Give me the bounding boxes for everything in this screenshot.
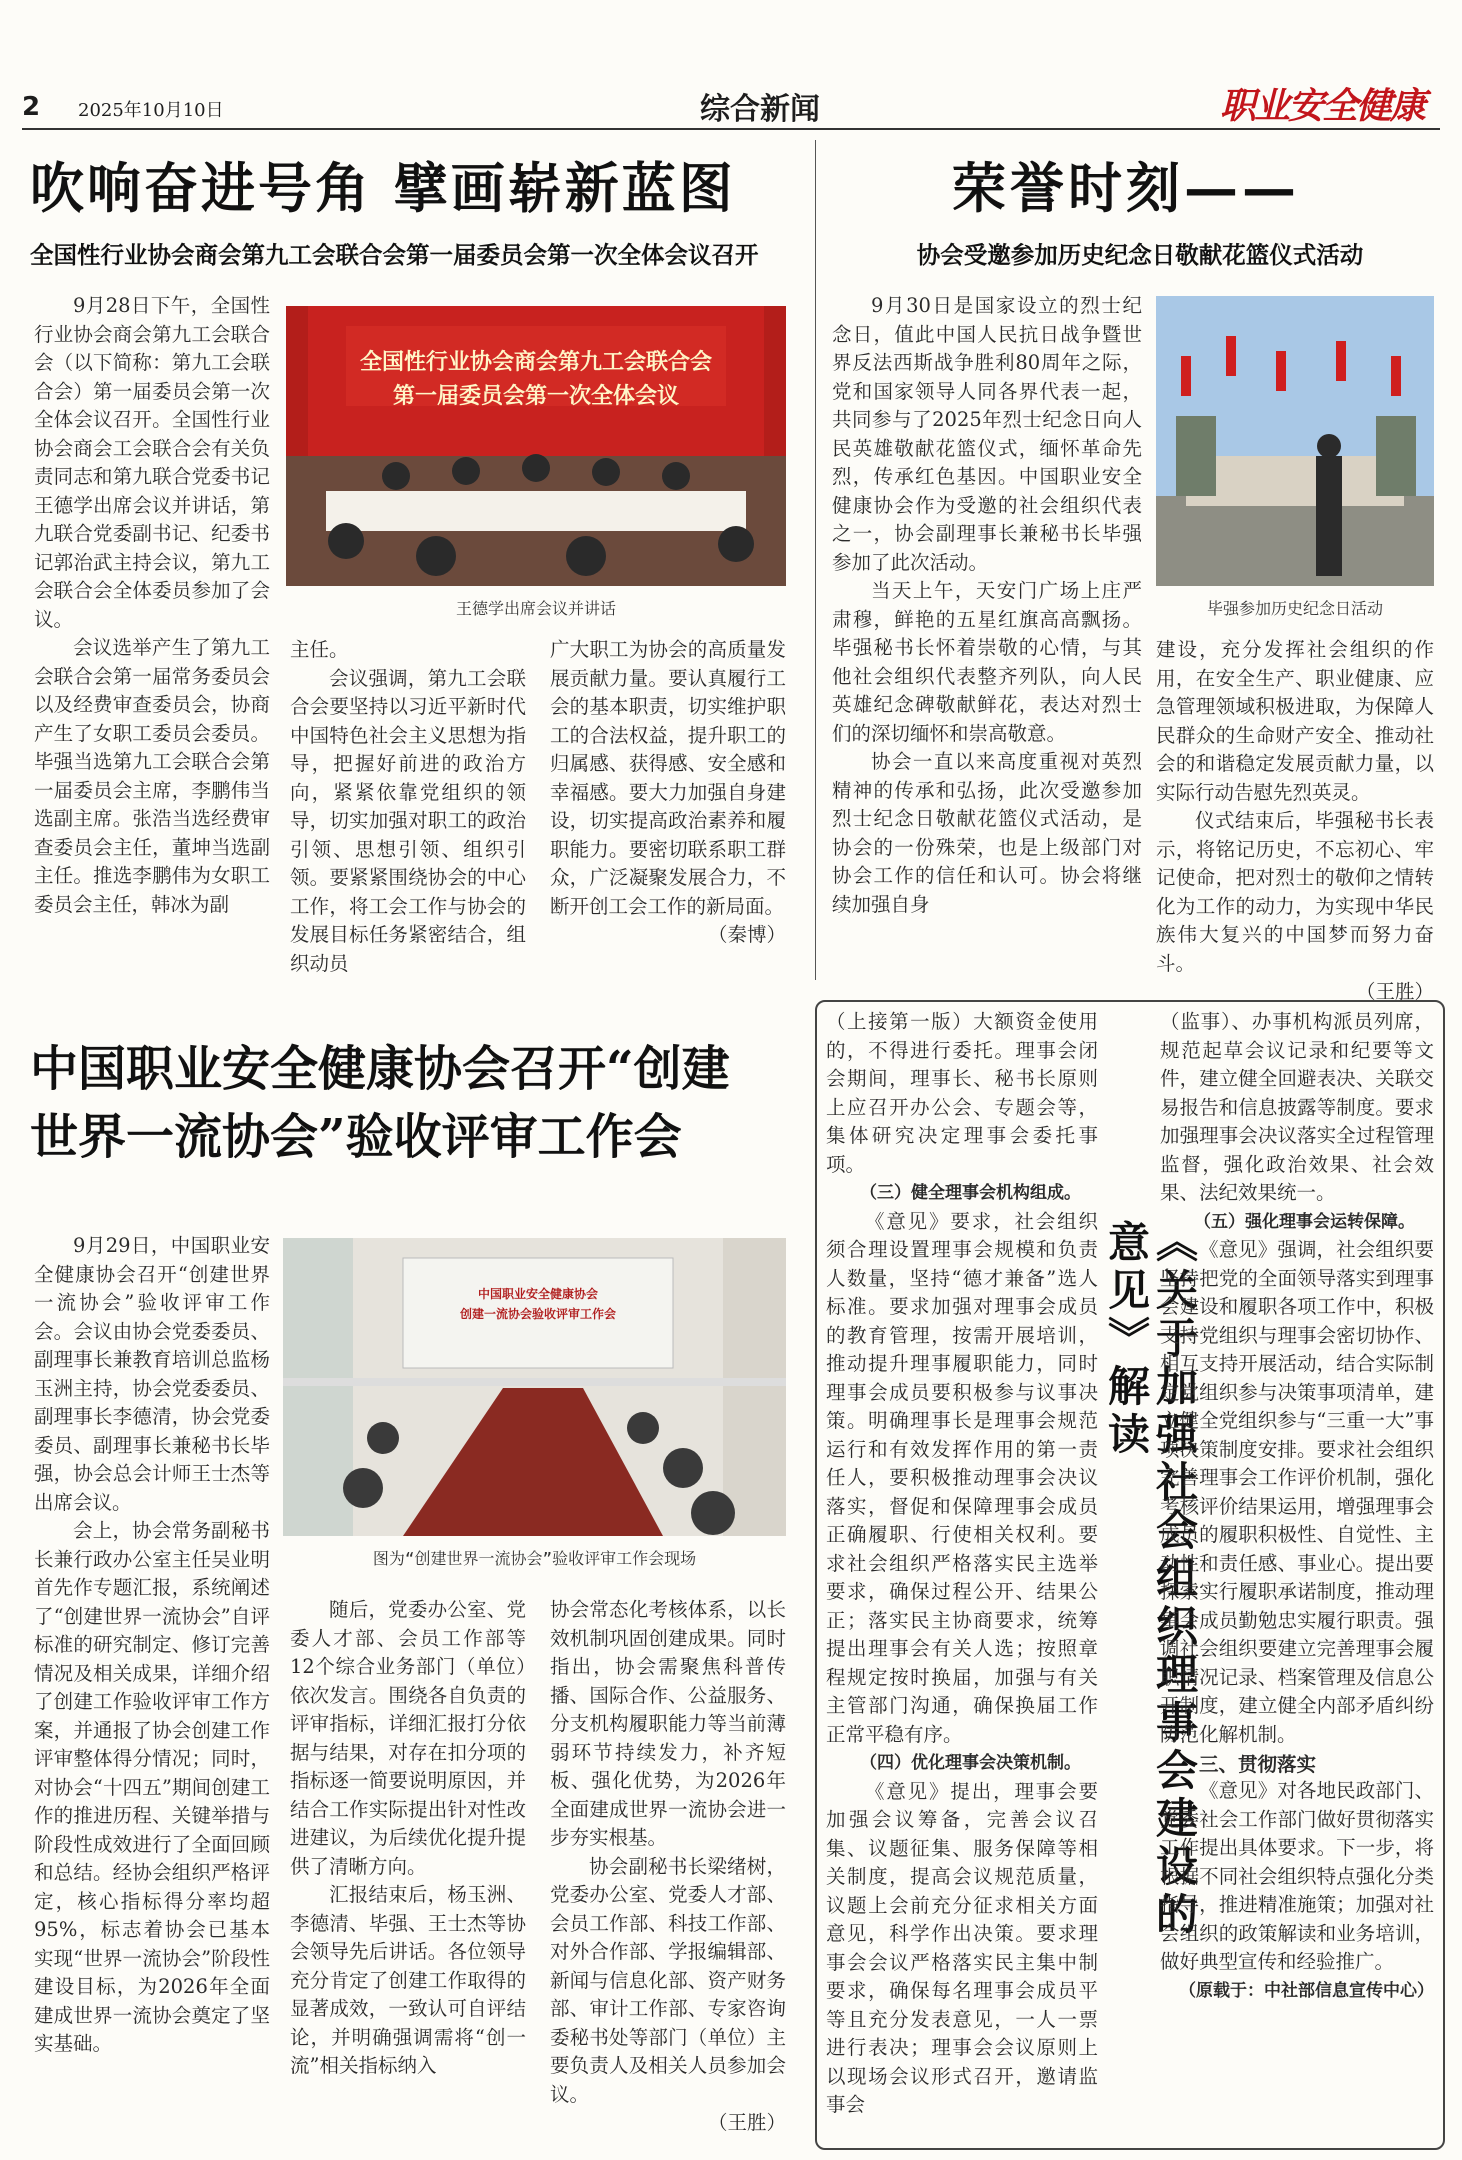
issue-date: 2025年10月10日 [78, 100, 224, 121]
article4-col1 [826, 1008, 1098, 2120]
article4-para4: （监事）、办事机构派员列席，规范起草会议记录和纪要等文件，建立健全回避表决、关联交易报告和信息披露等制度。要求加强理事会决议落实全过程管理监督，强化政治效果、社会效果、法纪效果统一。 [1160, 1010, 1434, 1204]
article4-source: （原载于：中社部信息宣传中心） [1179, 1980, 1434, 2001]
article2-para1: 9月30日是国家设立的烈士纪念日，值此中国人民抗日战争暨世界反法西斯战争胜利80周年之际，党和国家领导人同各界代表一起，共同参与了2025年烈士纪念日向人民英雄敬献花篮仪式，缅怀革命先烈，传承红色基因。中国职业安全健康协会作为受邀的社会组织代表之一，协会副理事长兼秘书长毕强参加了此次活动。 [832, 294, 1142, 574]
article1-para3: 主任。 [290, 638, 349, 661]
article2-col1 [832, 292, 1142, 919]
newspaper-logo: 职业安全健康 [1220, 85, 1425, 127]
article1-para5: 广大职工为协会的高质量发展贡献力量。要认真履行工会的基本职责，切实维护职工的合法权益，提升职工的归属感、获得感、安全感和幸福感。要大力加强自身建设，切实提高政治素养和履职能力。要密切联系职工群众，广泛凝聚发展合力，不断开创工会工作的新局面。 [550, 638, 786, 918]
article2-photo-caption: 毕强参加历史纪念日活动 [1206, 599, 1383, 618]
article3-col2 [290, 1596, 526, 2081]
article4-subhead1: （三）健全理事会机构组成。 [860, 1183, 1081, 1203]
article2-title: 荣誉时刻—— [952, 156, 1300, 220]
article1-col1 [34, 292, 270, 919]
article2-para3: 协会一直以来高度重视对英烈精神的传承和弘扬，此次受邀参加烈士纪念日敬献花篮仪式活动，是协会的一份殊荣，也是上级部门对协会工作的信任和认可。协会将继续加强自身 [832, 750, 1142, 916]
article4-subhead2: （四）优化理事会决策机制。 [860, 1753, 1081, 1773]
article2-col2 [1156, 636, 1434, 1007]
article4-vertical-title: 《关于加强社会组织理事会建设的意见》解读 [1102, 1220, 1199, 1940]
article3-title-line2: 世界一流协会”验收评审工作会 [30, 1109, 682, 1165]
article3-col1 [34, 1232, 270, 2059]
article3-author: （王胜） [707, 2111, 786, 2134]
article3-para5: 协会常态化考核体系，以长效机制巩固创建成果。同时指出，协会需聚焦科普传播、国际合作、公益服务、分支机构履职能力等当前薄弱环节持续发力，补齐短板、强化优势，为2026年全面建成世界一流协会进一步夯实根基。 [550, 1598, 786, 1849]
article3-para1: 9月29日，中国职业安全健康协会召开“创建世界一流协会”验收评审工作会。会议由协会党委委员、副理事长兼教育培训总监杨玉洲主持，协会党委委员、副理事长李德清，协会党委委员、副理事长兼秘书长毕强，协会总会计师王士杰等出席会议。 [34, 1234, 270, 1514]
article3-para2: 会上，协会常务副秘书长兼行政办公室主任吴业明首先作专题汇报，系统阐述了“创建世界一流协会”自评标准的研究制定、修订完善情况及相关成果，详细介绍了创建工作验收评审工作方案，并通报了协会创建工作评审整体得分情况；同时，对协会“十四五”期间创建工作的推进历程、关键举措与阶段性成效进行了全面回顾和总结。经协会组织严格评定，核心指标得分率均超95%，标志着协会已基本实现“世界一流协会”阶段性建设目标，为2026年全面建成世界一流协会奠定了坚实基础。 [34, 1519, 270, 2055]
article3-para3: 随后，党委办公室、党委人才部、会员工作部等12个综合业务部门（单位）依次发言。围绕各自负责的评审指标，详细汇报打分依据与结果，对存在扣分项的指标逐一简要说明原因，并结合工作实际提出针对性改进建议，为后续优化提升提供了清晰方向。 [290, 1598, 526, 1878]
header-rule [22, 128, 1440, 130]
article3-photo-caption: 图为“创建世界一流协会”验收评审工作会现场 [372, 1549, 697, 1568]
article1-col2 [290, 636, 526, 978]
article4-para2: 《意见》要求，社会组织须合理设置理事会规模和负责人数量，坚持“德才兼备”选人标准。要求加强对理事会成员的教育管理，按需开展培训，推动提升理事履职能力，同时理事会成员要积极参与议事决策。明确理事长是理事会规范运行和有效发挥作用的第一责任人，要积极推动理事会决议落实，督促和保障理事会成员正确履职、行使相关权利。要求社会组织严格落实民主选举要求，确保过程公开、结果公正；落实民主协商要求，统筹提出理事会有关人选；按照章程规定按时换届，加强与有关主管部门沟通，确保换届工作正常平稳有序。 [826, 1209, 1098, 1746]
section-title: 综合新闻 [700, 92, 820, 127]
article4-col2 [1160, 1008, 1434, 2005]
article2-para4: 建设，充分发挥社会组织的作用，在安全生产、职业健康、应急管理领域积极进取，为保障人民群众的生命财产安全、推动社会的和谐稳定发展贡献力量，以实际行动告慰先烈英灵。 [1156, 638, 1434, 804]
column-divider [815, 140, 816, 980]
article1-para2: 会议选举产生了第九工会联合会第一届常务委员会以及经费审查委员会，协商产生了女职工委员会委员。毕强当选第九工会联合会第一届委员会主席，李鹏伟当选副主席。张浩当选经费审查委员会主任，董坤当选副主任。推选李鹏伟为女职工委员会主任，韩冰为副 [34, 636, 270, 916]
article1-para1: 9月28日下午，全国性行业协会商会第九工会联合会（以下简称：第九工会联合会）第一届委员会第一次全体会议召开。全国性行业协会商会工会联合会有关负责同志和第九联合党委书记王德学出席会议并讲话，第九联合党委副书记、纪委书记郭治武主持会议，第九工会联合会全体委员参加了会议。 [34, 294, 270, 631]
article4-para6: 《意见》对各地民政部门、党委社会工作部门做好贯彻落实工作提出具体要求。下一步，将根据不同社会组织特点强化分类指导，推进精准施策；加强对社会组织的政策解读和业务培训，做好典型宣传和经验推广。 [1160, 1779, 1434, 1973]
article1-photo-caption: 王德学出席会议并讲话 [455, 599, 616, 618]
page-number: 2 [22, 92, 41, 122]
article1-subtitle: 全国性行业协会商会第九工会联合会第一届委员会第一次全体会议召开 [30, 241, 759, 269]
article4-para5: 《意见》强调，社会组织要坚持把党的全面领导落实到理事会建设和履职各项工作中，积极支持党组织与理事会密切协作、相互支持开展活动，结合实际制定党组织参与决策事项清单，建立健全党组织参与“三重一大”事项决策制度安排。要求社会组织完善理事会工作评价机制，强化考核评价结果运用，增强理事会成员的履职积极性、自觉性、主动性和责任感、事业心。提出要探索实行履职承诺制度，推动理事会成员勤勉忠实履行职责。强调社会组织要建立完善理事会履职情况记录、档案管理及信息公开制度，建立健全内部矛盾纠纷防范化解机制。 [1160, 1238, 1434, 1746]
article3-photo-banner: 中国职业安全健康协会 创建一流协会验收评审工作会 [459, 1287, 616, 1321]
article4-subhead3: （五）强化理事会运转保障。 [1194, 1211, 1415, 1232]
article4-para3: 《意见》提出，理事会要加强会议筹备，完善会议召集、议题征集、服务保障等相关制度，提高会议规范质量，议题上会前充分征求相关方面意见，科学作出决策。要求理事会会议严格落实民主集中制要求，确保每名理事会成员平等且充分发表意见，一人一票进行表决；理事会会议原则上以现场会议形式召开，邀请监事会 [826, 1779, 1098, 2116]
article3-photo [283, 1238, 786, 1536]
article1-para4: 会议强调，第九工会联合会要坚持以习近平新时代中国特色社会主义思想为指导，把握好前进的政治方向，紧紧依靠党组织的领导，切实加强对职工的政治引领、思想引领、组织引领。要紧紧围绕协会的中心工作，将工会工作与协会的发展目标任务紧密结合，组织动员 [290, 666, 526, 975]
article2-para2: 当天上午，天安门广场上庄严肃穆，鲜艳的五星红旗高高飘扬。毕强秘书长怀着崇敬的心情，与其他社会组织代表整齐列队，向人民英雄纪念碑敬献鲜花，表达对烈士们的深切缅怀和崇高敬意。 [832, 579, 1142, 745]
article3-title-line1: 中国职业安全健康协会召开“创建 [30, 1041, 730, 1097]
article1-title: 吹响奋进号角 擘画崭新蓝图 [30, 156, 736, 220]
article1-author: （秦博） [707, 923, 786, 946]
article1-photo-banner: 全国性行业协会商会第九工会联合会 第一届委员会第一次全体会议 [359, 350, 712, 409]
article2-subtitle: 协会受邀参加历史纪念日敬献花篮仪式活动 [916, 241, 1364, 269]
article3-para4: 汇报结束后，杨玉洲、李德清、毕强、王士杰等协会领导先后讲话。各位领导充分肯定了创建工作取得的显著成效，一致认可自评结论，并明确强调需将“创一流”相关指标纳入 [290, 1883, 526, 2077]
article3-para6: 协会副秘书长梁绪树，党委办公室、党委人才部、会员工作部、科技工作部、对外合作部、学报编辑部、新闻与信息化部、资产财务部、审计工作部、专家咨询委秘书处等部门（单位）主要负责人及相关人员参加会议。 [550, 1854, 786, 2106]
article1-photo [286, 306, 786, 586]
article4-section-heading: 三、贯彻落实 [1199, 1753, 1317, 1776]
article3-col3 [550, 1596, 786, 2138]
article2-para5: 仪式结束后，毕强秘书长表示，将铭记历史，不忘初心、牢记使命，把对烈士的敬仰之情转化为工作的动力，为实现中华民族伟大复兴的中国梦而努力奋斗。 [1156, 809, 1434, 975]
article4-para1: （上接第一版）大额资金使用的，不得进行委托。理事会闭会期间，理事长、秘书长原则上应召开办公会、专题会等，集体研究决定理事会委托事项。 [826, 1010, 1098, 1176]
article2-author: （王胜） [1355, 980, 1434, 1003]
article1-col3 [550, 636, 786, 950]
article2-photo [1156, 296, 1434, 586]
